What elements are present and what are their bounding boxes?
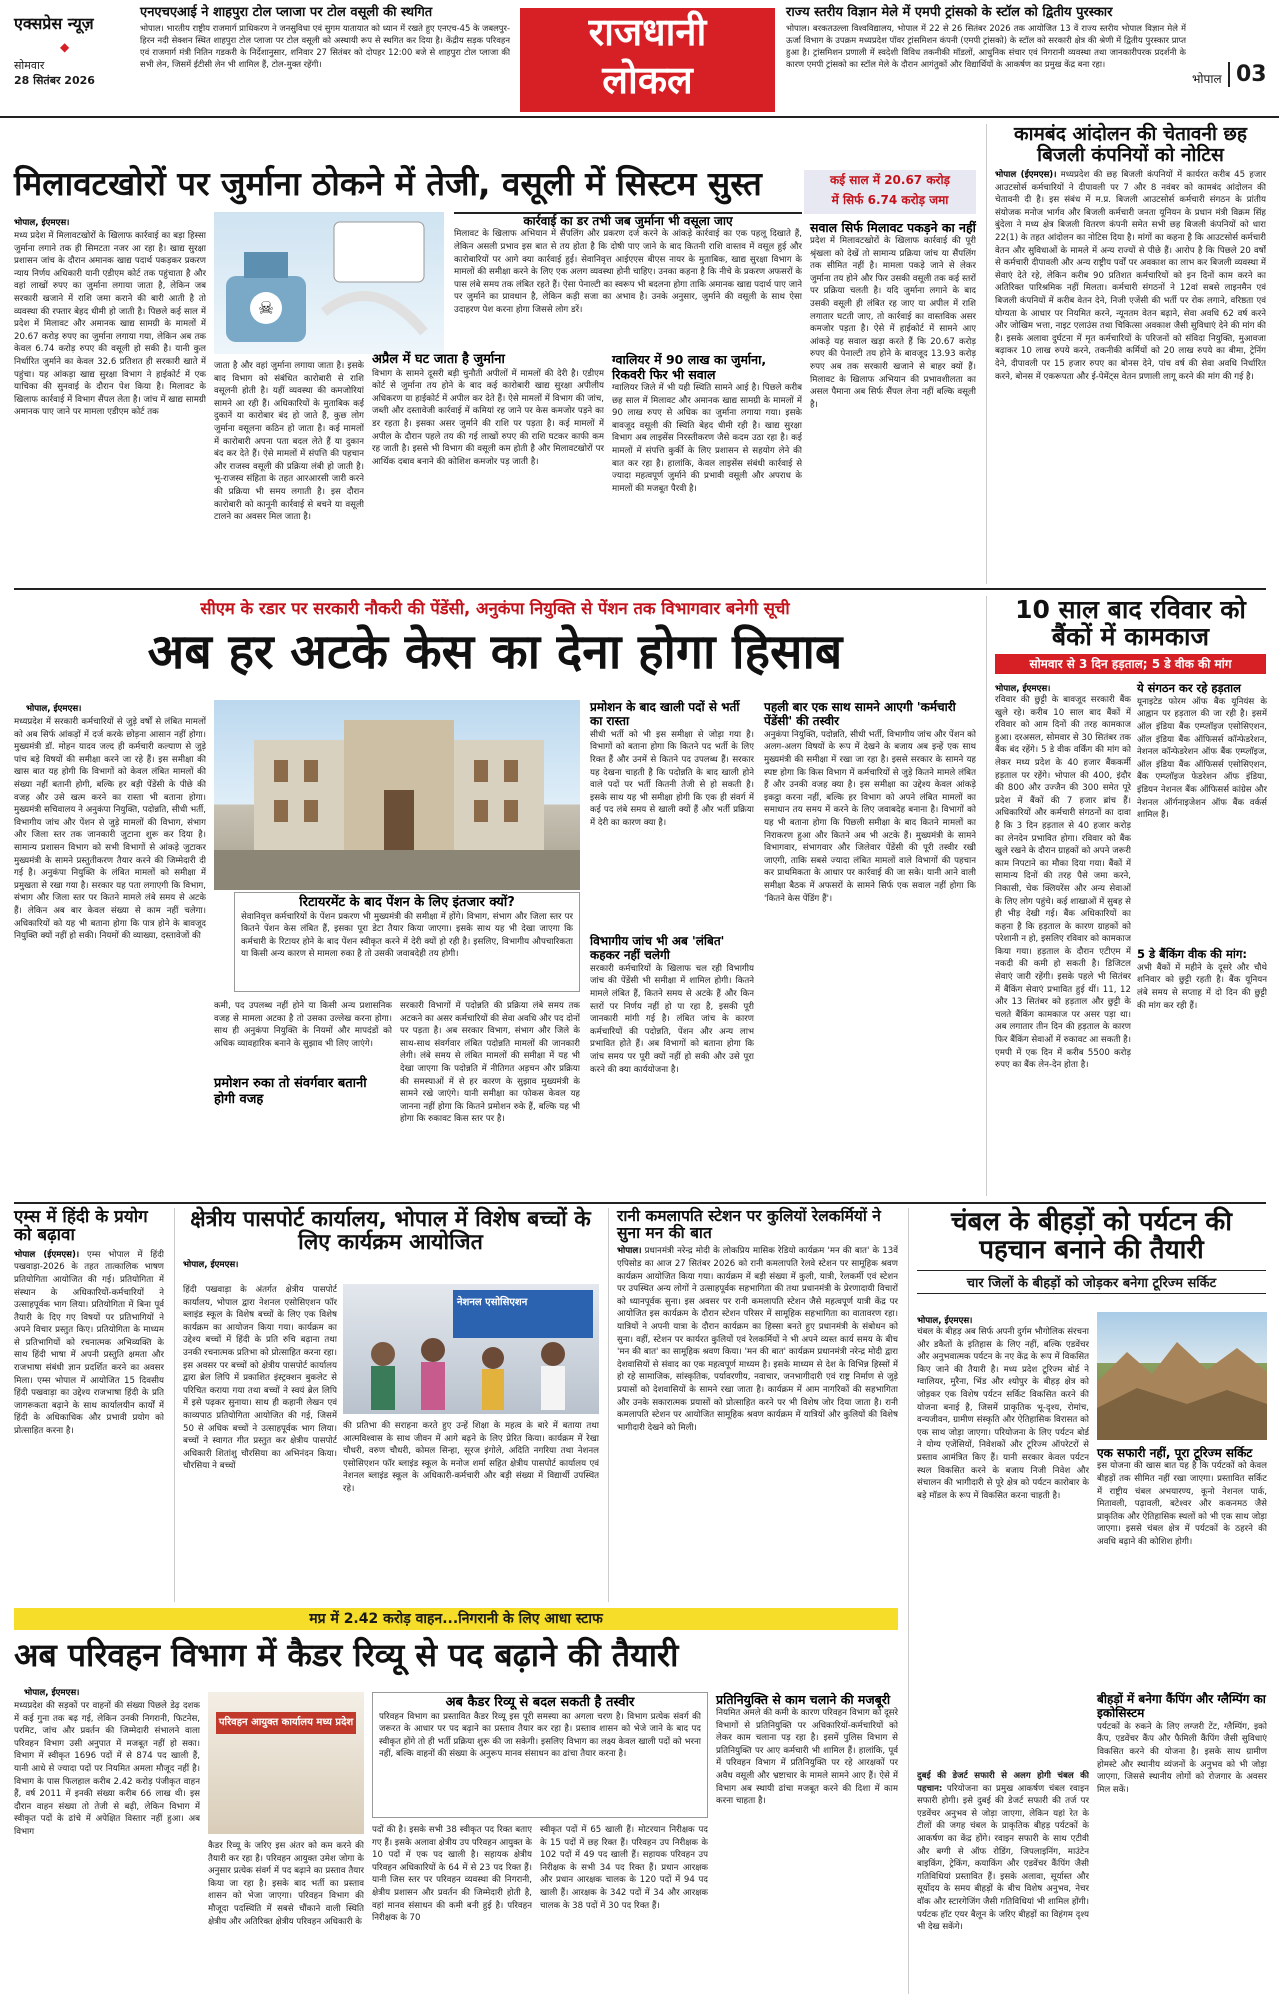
passport-story [174, 1208, 598, 1602]
masthead-date: 28 सितंबर 2026 [14, 74, 95, 87]
masthead [0, 0, 1279, 118]
inquiry-body: सरकारी कर्मचारियों के खिलाफ चल रही विभागीय जांच की पेंडेंसी भी समीक्षा में शामिल होगी। कितने मामले लंबित हैं, कितने समय से अटके हैं और किन स्तरों पर निर्णय नहीं हो पा रहा है, इसकी पूरी जानकारी मांगी गई है। लंबित जांच के कारण कर्मचारियों की पदोन्नति, पेंशन और अन्य लाभ प्रभावित होते हैं। अब विभागों को बताना होगा कि जांच समय पर पूरी क्यों नहीं हो सकी और उसे पूरा करने की क्या कार्ययोजना है। [590, 963, 754, 1075]
hindi-story [14, 1208, 164, 1602]
penalty-line1: कई साल में 20.67 करोड़ [830, 173, 950, 187]
top-left-story [140, 6, 510, 114]
transport-photo-sign: परिवहन आयुक्त कार्यालय मध्य प्रदेश [216, 1712, 356, 1734]
milawat-headline: मिलावटखोरों पर जुर्माना ठोकने में तेजी, वसूली में सिस्टम सुस्त [14, 164, 762, 203]
kaambandh-body [995, 169, 1266, 565]
svg-text:☠: ☠ [258, 298, 275, 319]
page-number: 03 [1228, 62, 1267, 87]
april-body: विभाग के सामने दूसरी बड़ी चुनौती अपीलों में मामलों की देरी है। एडीएम कोर्ट से जुर्माना तय होने के बाद कई कारोबारी खाद्य सुरक्षा अपीलीय अधिकरण या हाईकोर्ट में अपील कर देते हैं। ऐसे मामलों में विभाग की जांच, जब्ती और दस्तावेजी कार्रवाई में कमियां रह जाने पर केस कमजोर पड़ने का डर रहता है। इसका असर जुर्माने की राशि पर पड़ता है। कई मामलों में अपील के दौरान पहले तय की गई लाखों रुपए की राशि घटकर काफी कम रह जाती है। इससे भी विभाग की वसूली कम होती है और मिलावटखोरों पर आर्थिक दबाव बनाने की कोशिश कमजोर पड़ जाती है। [372, 368, 604, 467]
government-building-illustration [214, 700, 580, 890]
page-city: भोपाल [1192, 72, 1222, 86]
passport-photo [343, 1284, 599, 1414]
gwalior-body: ग्वालियर जिले में भी यही स्थिति सामने आई है। पिछले करीब छह साल में मिलावट और अमानक खाद्य सामग्री के मामलों में 90 लाख रुपए से अधिक का जुर्माना लगाया गया। इसके बावजूद वसूली की स्थिति बेहद धीमी रही है। खाद्य सुरक्षा विभाग अब लाइसेंस निरस्तीकरण जैसे कदम उठा रहा है। कई मामलों में संपत्ति कुर्की के लिए प्रशासन से सहयोग लेने की बात कर रहा है। हालांकि, केवल लाइसेंस संबंधी कार्रवाई से ज्यादा महत्वपूर्ण जुर्माने की प्रभावी वसूली और अपराध के मामलों की मजबूत पैरवी है। [612, 383, 802, 494]
milawat-byline: भोपाल, ईएमएस। [14, 218, 70, 228]
chambal-dubai [917, 1770, 1089, 1992]
retire-box [234, 892, 580, 992]
safari-title: एक सफारी नहीं, पूरा टूरिज्म सर्किट [1097, 1446, 1253, 1460]
chambal-photo [1097, 1312, 1267, 1440]
main-kicker: सीएम के रडार पर सरकारी नौकरी की पेंडेंसी, अनुकंपा नियुक्ति से पेंशन तक विभागवार बनेगी सूची [200, 599, 790, 618]
main-mid-body: कमी, पद उपलब्ध नहीं होने या किसी अन्य प्रशासनिक वजह से मामला अटका है तो उसका उल्लेख करना होगा। साथ ही अनुकंपा नियुक्ति के नियमों और मापदंडों को अधिक व्यावहारिक बनाने के सुझाव भी लिए जाएंगे। [214, 1001, 392, 1049]
gwalior-title: ग्वालियर में 90 लाख का जुर्माना, रिकवरी फिर भी सवाल [612, 352, 767, 382]
union-body: यूनाइटेड फोरम ऑफ बैंक यूनियंस के आह्वान पर हड़ताल की जा रही है। इसमें ऑल इंडिया बैंक एम्प्लॉइज एसोसिएशन, ऑल इंडिया बैंक ऑफिसर्स कॉन्फेडरेशन, नेशनल कॉन्फेडरेशन ऑफ बैंक एम्प्लॉइज, ऑल इंडिया बैंक ऑफिसर्स एसोसिएशन, बैंक एम्प्लॉइज फेडरेशन ऑफ इंडिया, इंडियन नेशनल बैंक ऑफिसर्स कांग्रेस और नेशनल ऑर्गनाइजेशन ऑफ बैंक वर्कर्स शामिल हैं। [1137, 696, 1267, 821]
union-box [1137, 682, 1267, 942]
vacancy-body: सीधी भर्ती को भी इस समीक्षा से जोड़ा गया है। विभागों को बताना होगा कि कितने पद भर्ती के लिए रिक्त हैं और उनमें से कितने पद उपलब्ध हैं। सरकार यह देखना चाहती है कि पदोन्नति के बाद खाली होने वाले पदों पर भर्ती कितनी तेजी से हो सकती है। इसके साथ यह भी समीक्षा होगी कि एक ही संवर्ग में कई पद लंबे समय से खाली क्यों हैं और भर्ती प्रक्रिया में देरी का कारण क्या है। [590, 729, 754, 828]
camp-title: बीहड़ों में बनेगा कैंपिंग और ग्लैम्पिंग का इकोसिस्टम [1097, 1692, 1266, 1721]
action-title: कार्रवाई का डर तभी जब जुर्माना भी वसूला जाए [523, 214, 733, 228]
cadre-box [372, 1692, 708, 1818]
kaambandh-byline: भोपाल (ईएमएस)। [995, 170, 1057, 181]
rail-headline: रानी कमलापति स्टेशन पर कुलियों रेलकर्मियों ने सुना मन की बात [617, 1207, 881, 1242]
chambal-left-column [917, 1314, 1089, 1994]
kaambandh-text: मध्यप्रदेश की छह बिजली कंपनियों में कार्यरत करीब 45 हजार आउटसोर्स कर्मचारियों ने दीपावली पर 7 और 8 नवंबर को कामबंद आंदोलन की चेतावनी दी है। इस संबंध में म.प्र. बिजली आउटसोर्स कर्मचारी संगठन के प्रांतीय संयोजक मनोज भार्गव और बिजली कर्मचारी जनता यूनियन के प्रधान मंत्री विक्रम सिंह बुंदेला ने मध्य क्षेत्र बिजली वितरण कंपनी समेत सभी छह बिजली कंपनियों को धारा 22(1) के तहत आंदोलन का नोटिस दिया है। मांगों का कहना है कि आउटसोर्स कर्मचारी वेतन और सुविधाओं के मामले में अन्य राज्यों से पीछे हैं। आरोप है कि पिछले 20 वर्षों से कर्मचारी दीपावली और अन्य राष्ट्रीय पर्वों पर अवकाश का लाभ कर बिजली व्यवस्था में सेवाएं देते रहे, लेकिन करीब 90 प्रतिशत कर्मचारियों को इन दिनों काम करने का अतिरिक्त पारिश्रमिक नहीं मिलता। कर्मचारी संगठनों ने 12वां सबसे लाइनमैन एवं बिजली कंपनियों में करीब वेतन देने, निजी एजेंसी की भर्ती पर रोक लगाने, वरिष्ठता एवं योग्यता के आधार पर नियमित करने, न्यूनतम वेतन बढ़ाने, सेवा अवधि 62 वर्ष करने और जोखिम भत्ता, नाइट एलाउंस तथा चिकित्सा अवकाश जैसी सुविधाएं देने की मांग की है। इसके अलावा दुर्घटना में मृत कर्मचारियों के परिजनों को संविदा नियुक्ति, मुआवजा बढ़ाकर 10 लाख रुपये करने, तकनीकी कर्मियों को 20 लाख रुपये का बीमा, ट्रेनिंग देने, दीपावली पर 15 हजार रुपए का बोनस देने, पांच वर्ष की सेवा अवधि निर्धारित करने, बोनस में एकरूपता और ई-पेमेंट्स वेतन प्रणाली लागू करने की मांग की गई है। [995, 170, 1266, 382]
transport-body: मध्यप्रदेश की सड़कों पर वाहनों की संख्या पिछले डेढ़ दशक में कई गुना तक बढ़ गई, लेकिन उनकी निगरानी, फिटनेस, परमिट, जांच और प्रवर्तन की जिम्मेदारी संभालने वाला परिवहन विभाग उसी अनुपात में मजबूत नहीं हो सका। विभाग में स्वीकृत 1696 पदों में से 874 पद खाली हैं, यानी आधे से ज्यादा पदों पर नियमित अमला मौजूद नहीं है। विभाग के पास फिलहाल करीब 2.42 करोड़ पंजीकृत वाहन हैं, वर्ष 2011 में इनकी संख्या करीब 66 लाख थी। इस दौरान वाहन संख्या तो तेजी से बढ़ी, लेकिन विभाग में स्वीकृत पदों के ढांचे में अपेक्षित विस्तार नहीं हुआ। अब विभाग [14, 1701, 200, 1837]
transport-body-4: स्वीकृत पदों में 65 खाली हैं। मोटरयान निरीक्षक पद के 15 पदों में छह रिक्त हैं। परिवहन उप निरीक्षक के 102 पदों में 49 पद खाली हैं। सहायक परिवहन उप निरीक्षक के सभी 34 पद रिक्त हैं। प्रधान आरक्षक और प्रधान आरक्षक चालक के 120 पदों में 94 पद खाली हैं। आरक्षक के 342 पदों में 34 और आरक्षक चालक के 38 पदों में 30 पद रिक्त हैं। [540, 1825, 708, 1911]
first-box [764, 700, 976, 1196]
passport-headline: क्षेत्रीय पासपोर्ट कार्यालय, भोपाल में विशेष बच्चों के लिए कार्यक्रम आयोजित [190, 1207, 591, 1256]
cadre-title: अब कैडर रिव्यू से बदल सकती है तस्वीर [445, 1695, 635, 1710]
penalty-red-box [804, 170, 976, 214]
rail-body [617, 1245, 898, 1589]
bank-subhead: सोमवार से 3 दिन हड़ताल; 5 डे वीक की मांग [995, 654, 1266, 674]
section-title-line1: राजधानी [588, 10, 707, 54]
milawat-story [14, 124, 976, 584]
milawat-body-2: जाता है और वहां जुर्माना लगाया जाता है। इसके बाद विभाग को संबंधित कारोबारी से राशि वसूलनी होती है। यहीं व्यवस्था की कमजोरियां सामने आ रही हैं। अधिकारियों के मुताबिक कई दुकानें या कारोबार बंद हो जाते हैं, कुछ लोग जुर्माना वसूलना कठिन हो जाता है। कई मामलों में कारोबारी अपना पता बदल लेते हैं या दुकान बंद कर देते हैं। ऐसे मामलों में संपत्ति की पहचान और राजस्व वसूली की प्रक्रिया लंबी हो जाती है। भू-राजस्व संहिता के तहत आरआरसी जारी करने की प्रक्रिया भी समय लगाती है। इस दौरान कारोबारी को कानूनी कार्रवाई से बचने या वसूली टालने का अवसर मिल जाता है। [214, 361, 364, 523]
five-day-title: 5 डे बैंकिंग वीक की मांग: [1137, 947, 1247, 961]
cadre-body: परिवहन विभाग का प्रस्तावित कैडर रिव्यू इस पूरी समस्या का अगला चरण है। विभाग प्रत्येक संवर्ग की जरूरत के आधार पर पद बढ़ाने का प्रस्ताव तैयार कर रहा है। प्रस्ताव शासन को भेजे जाने के बाद पद स्वीकृत होंगे तो ही भर्ती प्रक्रिया शुरू की जा सकेगी। इसलिए विभाग का लक्ष्य केवल खाली पदों को भरना नहीं, बल्कि वाहनों की संख्या के अनुरूप मानव संसाधन का ढांचा तैयार करना है। [379, 1711, 701, 1760]
safari-box [1097, 1446, 1267, 1686]
passport-banner: नेशनल एसोसिएशन [453, 1290, 593, 1338]
top-right-story [786, 6, 1186, 114]
chambal-byline: भोपाल, ईएमएस। [917, 1316, 973, 1326]
bank-main-column [995, 682, 1131, 1196]
gwalior-box [612, 352, 802, 582]
divider-2 [14, 1202, 1266, 1204]
deputation-box [716, 1692, 898, 1996]
main-byline: भोपाल, ईएमएस। [26, 704, 82, 714]
promo-body-a [214, 1107, 392, 1187]
rail-story [608, 1208, 898, 1602]
section-title-box [520, 8, 775, 112]
passport-body: हिंदी पखवाड़ा के अंतर्गत क्षेत्रीय पासपोर्ट कार्यालय, भोपाल द्वारा नेशनल एसोसिएशन फॉर ब्लाइंड स्कूल के विशेष बच्चों के लिए एक विशेष कार्यक्रम का आयोजन किया गया। कार्यक्रम का उद्देश्य बच्चों में हिंदी के प्रति रुचि बढ़ाना तथा उनकी रचनात्मक प्रतिभा को प्रोत्साहित करना रहा। इस अवसर पर बच्चों को क्षेत्रीय पासपोर्ट कार्यालय द्वारा ब्रेल लिपि में प्रकाशित इंस्ट्रक्शन बुकलेट से परिचित कराया गया तथा बच्चों ने स्वयं ब्रेल लिपि में इसे पढ़कर सुनाया। साथ ही कहानी लेखन एवं काव्यपाठ प्रतियोगिता आयोजित की गई, जिसमें 50 से अधिक बच्चों ने उत्साहपूर्वक भाग लिया। बच्चों ने स्वागत गीत प्रस्तुत कर क्षेत्रीय पासपोर्ट अधिकारी शितांशु चौरसिया का अभिनंदन किया। चौरसिया ने बच्चों [183, 1285, 337, 1472]
hindi-text: एम्स भोपाल में हिंदी पखवाड़ा-2026 के तहत तात्कालिक भाषण प्रतियोगिता आयोजित की गई। प्रतियोगिता में संस्थान के अधिकारियों-कर्मचारियों ने उत्साहपूर्वक भाग लिया। प्रतियोगिता में बिना पूर्व तैयारी के दिए गए विषयों पर प्रतिभागियों ने अपने विचार प्रस्तुत किए। प्रतियोगिता के माध्यम से प्रतिभागियों को रचनात्मक अभिव्यक्ति के साथ हिंदी भाषा में अपनी प्रस्तुति क्षमता और राजभाषा संबंधी ज्ञान प्रदर्शित करने का अवसर मिला। एम्स भोपाल में आयोजित 15 दिवसीय हिंदी पखवाड़ा का उद्देश्य राजभाषा हिंदी के प्रति जागरूकता बढ़ाने के साथ कार्यालयीन कार्यों में हिंदी के अधिकाधिक और प्रभावी प्रयोग को प्रोत्साहित करना है। [14, 1249, 164, 1437]
kaambandh-headline: कामबंद आंदोलन की चेतावनी छह बिजली कंपनियों को नोटिस [1014, 123, 1247, 166]
transport-story [14, 1608, 898, 1996]
question-title: सवाल सिर्फ मिलावट पकड़ने का नहीं [810, 220, 976, 235]
poison-bottle-illustration [214, 212, 444, 354]
bank-body: रविवार की छुट्टी के बावजूद सरकारी बैंक खुले रहे। करीब 10 साल बाद बैंकों में रविवार को आम दिनों की तरह कामकाज हुआ। दरअसल, सोमवार से 30 सितंबर तक बैंक बंद रहेंगे। 5 डे वीक वर्किंग की मांग को लेकर मध्य प्रदेश के 40 हजार बैंककर्मी हड़ताल पर रहेंगे। भोपाल की 400, इंदौर की 800 और उज्जैन की 300 समेत पूरे प्रदेश में बैंकों की 7 हजार ब्रांच हैं। अधिकारियों और कर्मचारी संगठनों का दावा है कि 3 दिन हड़ताल से 40 हजार करोड़ का लेनदेन प्रभावित होगा। रविवार को बैंक खुले रखने के दौरान ग्राहकों को अपने जरूरी काम निपटाने का मौका दिया गया। बैंकों में सामान्य दिनों की तरह पैसे जमा करने, निकासी, चेक क्लियरेंस और अन्य सेवाओं के लिए लोग पहुंचे। कई शाखाओं में सुबह से ही भीड़ देखी गई। बैंक अधिकारियों का कहना है कि हड़ताल के कारण ग्राहकों को परेशानी न हो, इसलिए रविवार को कामकाज किया गया। हड़ताल के दौरान एटीएम में नकदी की कमी हो सकती है। डिजिटल सेवाएं जारी रहेंगी। इसके पहले भी सितंबर में बैंकिंग सेवाएं प्रभावित हुई थीं। 11, 12 और 13 सितंबर को हड़ताल और छुट्टी के चलते बैंकिंग कामकाज पर असर पड़ा था। अब लगातार तीन दिन की हड़ताल के कारण फिर बैंकिंग सेवाओं में रुकावट आ सकती है। एमपी में एक दिन में करीब 5500 करोड़ रुपए का बैंक लेन-देन होता है। [995, 695, 1131, 1071]
milawat-body: मध्य प्रदेश में मिलावटखोरों के खिलाफ कार्रवाई का बड़ा हिस्सा जुर्माना लगाने तक ही सिमटता नजर आ रहा है। खाद्य सुरक्षा प्रशासन जांच के दौरान अमानक खाद्य पदार्थ पकड़कर प्रकरण न्याय निर्णय अधिकारी यानी एडीएम कोर्ट तक पहुंचाता है और वहां लाखों रुपए का जुर्माना लगाया जाता है, लेकिन जब सरकारी खजाने में राशि जमा कराने की बारी आती है तो व्यवस्था की रफ्तार बेहद धीमी हो जाती है। पिछले कई साल में प्रदेश में मिलावट और अमानक खाद्य सामग्री के मामलों में 20.67 करोड़ रुपए का जुर्माना लगाया गया, लेकिन अब तक केवल 6.74 करोड़ रुपए की वसूली हो सकी है। यानी कुल निर्धारित जुर्माने का केवल 32.6 प्रतिशत ही सरकारी खाते में पहुंचा। यह आंकड़ा खाद्य सुरक्षा विभाग ने हाईकोर्ट में एक याचिका की सुनवाई के दौरान पेश किया है। मिलावट के खिलाफ कार्रवाई में विभाग सैंपल लेता है। जांच में खाद्य सामग्री अमानक पाए जाने पर मामला एडीएम कोर्ट तक [14, 231, 206, 418]
camp-box [1097, 1692, 1267, 1994]
top-left-headline: एनएचएआई ने शाहपुरा टोल प्लाजा पर टोल वसूली की स्थगित [140, 5, 433, 20]
hindi-body [14, 1249, 164, 1587]
april-box [372, 352, 604, 582]
action-box [454, 212, 802, 346]
main-story [14, 596, 976, 1196]
deputation-body: नियमित अमले की कमी के कारण परिवहन विभाग को दूसरे विभागों से प्रतिनियुक्ति पर अधिकारियों-कर्मचारियों को लेकर काम चलाना पड़ रहा है। इसमें पुलिस विभाग से प्रतिनियुक्ति पर आए कर्मचारी भी शामिल हैं। हालांकि, पूर्व में परिवहन विभाग में प्रतिनियुक्ति पर रहे आरक्षकों पर अवैध वसूली और भ्रष्टाचार के मामले सामने आए हैं। ऐसे में विभाग अब स्थायी ढांचा मजबूत करने की दिशा में काम करना चाहता है। [716, 1708, 898, 1807]
action-body: मिलावट के खिलाफ अभियान में सैंपलिंग और प्रकरण दर्ज करने के आंकड़े कार्रवाई का एक पहलू दिखाते हैं, लेकिन असली प्रभाव इस बात से तय होता है कि दोषी पाए जाने के बाद कितनी राशि वास्तव में वसूल हुई और कारोबारियों पर आगे क्या कार्रवाई हुई। सेवानिवृत्त आईएएस बीएस नायर के मुताबिक, खाद्य सुरक्षा विभाग के मामलों की समीक्षा करने के लिए एक अलग व्यवस्था होनी चाहिए। उनका कहना है कि नीचे के प्रकरण अफसरों के पास लंबे समय तक लंबित रहते हैं। ऐसा पेनाल्टी का स्वरूप भी बदलना होगा ताकि अमानक खाद्य पदार्थ पाए जाने पर जुर्माने का प्रावधान है, लेकिन कड़ी सजा का अभाव है। उनके अनुसार, जुर्माने की वसूली के साथ ऐसा उदाहरण पेश करना होगा जिससे लोग डरें। [454, 229, 802, 315]
penalty-line2: में सिर्फ 6.74 करोड़ जमा [831, 193, 949, 207]
inquiry-title: विभागीय जांच भी अब 'लंबित' कहकर नहीं चलेगी [590, 934, 725, 963]
passport-byline: भोपाल, ईएमएस। [183, 1260, 239, 1271]
first-body: अनुकंपा नियुक्ति, पदोन्नति, सीधी भर्ती, विभागीय जांच और पेंशन को अलग-अलग विषयों के रूप में देखने के बजाय अब इन्हें एक साथ मुख्यमंत्री की समीक्षा में रखा जा रहा है। इससे सरकार के सामने यह स्पष्ट होगा कि किस विभाग में कर्मचारियों से जुड़े कितने मामले लंबित हैं और उनकी वजह क्या है। इस समीक्षा का उद्देश्य केवल आंकड़े इकट्ठा करना नहीं, बल्कि हर विभाग को अपने लंबित मामलों का समाधान तय समय में करने के लिए जवाबदेह बनाना है। विभागों को यह भी बताना होगा कि पिछली समीक्षा के बाद कितने मामलों का निराकरण हुआ और कितने अब भी अटके हैं। मुख्यमंत्री के सामने विभागवार, संभागवार और जिलेवार पेंडेंसी की पूरी तस्वीर रखी जाएगी, ताकि सबसे ज्यादा लंबित मामलों वाले विभागों की पहचान कर प्राथमिकता के आधार पर कार्रवाई की जा सके। यानी आने वाली समीक्षा बैठक में अफसरों के सामने सिर्फ एक सवाल नहीं होगा कि 'कितने केस पेंडिंग हैं'। [764, 729, 976, 904]
april-title: अप्रैल में घट जाता है जुर्माना [372, 352, 505, 367]
promo-title: प्रमोशन रुका तो संवर्गवार बतानी होगी वजह [214, 1076, 367, 1107]
chambal-body: चंबल के बीहड़ अब सिर्फ अपनी दुर्गम भौगोलिक संरचना और डकैतों के इतिहास के लिए नहीं, बल्कि एडवेंचर और अनुभवात्मक पर्यटन के नए केंद्र के रूप में विकसित किए जाने की तैयारी है। मध्य प्रदेश टूरिज्म बोर्ड ने ग्वालियर, मुरैना, भिंड और श्योपुर के बीहड़ क्षेत्र को जोड़कर एक विशेष पर्यटन सर्किट विकसित करने की योजना बनाई है, जिसमें प्राकृतिक भू-दृश्य, रोमांच, वन्यजीवन, ग्रामीण संस्कृति और ऐतिहासिक विरासत को एक साथ जोड़ा जाएगा। परियोजना के लिए पर्यटन बोर्ड ने योग्य एजेंसियों, निवेशकों और टूरिज्म ऑपरेटरों से प्रस्ताव आमंत्रित किए हैं। यानी सरकार केवल पर्यटन स्थल विकसित करने के बजाय निजी निवेश और संचालन की भागीदारी से पूरे क्षेत्र को पर्यटन कारोबार के बड़े मॉडल के रूप में विकसित करना चाहती है। [917, 1327, 1089, 1501]
chambal-headline: चंबल के बीहड़ों को पर्यटन की पहचान बनाने की तैयारी [950, 1207, 1233, 1266]
hindi-byline: भोपाल (ईएमएस)। [14, 1249, 80, 1260]
brand-block [14, 12, 129, 108]
masthead-day: सोमवार [14, 59, 45, 72]
chambal-dubai-body: परियोजना का प्रमुख आकर्षण चंबल रवाइन सफारी होगी। इसे दुबई की डेजर्ट सफारी की तर्ज पर एडवेंचर अनुभव से जोड़ा जाएगा, लेकिन यहां रेत के टीलों की जगह चंबल के प्राकृतिक बीहड़ पर्यटकों के आकर्षण का केंद्र होंगे। रवाइन सफारी के साथ एटीवी और बग्गी से ऑफ रोडिंग, जिपलाइनिंग, माउंटेन बाइकिंग, ट्रेकिंग, कयाकिंग और एडवेंचर कैंपिंग जैसी गतिविधियां प्रस्तावित हैं। इसके अलावा, सूर्यास्त और सूर्योदय के समय बीहड़ों के बीच विशेष अनुभव, नेचर वॉक और स्टारगेजिंग जैसी गतिविधियां भी शामिल होंगी। पर्यटक हॉट एयर बैलून के जरिए बीहड़ों का विहंगम दृश्य भी देख सकेंगे। [917, 1783, 1089, 1933]
bank-story [986, 596, 1266, 1196]
section-title-line2: लोकल [602, 58, 693, 102]
milawat-illustration [214, 212, 444, 354]
inquiry-box [590, 934, 754, 1196]
divider-1 [14, 588, 1266, 590]
five-day-box [1137, 948, 1267, 1196]
chambal-story [908, 1208, 1266, 1994]
camp-body: पर्यटकों के रुकने के लिए लग्जरी टेंट, ग्लैम्पिंग, इको कैंप, एडवेंचर कैंप और फैमिली कैंपिंग जैसी सुविधाएं विकसित करने की योजना है। इसके साथ ग्रामीण होमस्टे और स्थानीय व्यंजनों के अनुभव को भी जोड़ा जाएगा, जिससे स्थानीय लोगों को रोजगार के अवसर मिल सकें। [1097, 1721, 1267, 1795]
five-day-body: अभी बैंकों में महीने के दूसरे और चौथे शनिवार को छुट्टी रहती है। बैंक यूनियन लंबे समय से सप्ताह में दो दिन की छुट्टी की मांग कर रही हैं। [1137, 962, 1267, 1011]
safari-body: इस योजना की खास बात यह है कि पर्यटकों को केवल बीहड़ों तक सीमित नहीं रखा जाएगा। प्रस्तावित सर्किट में राष्ट्रीय चंबल अभयारण्य, कूनो नेशनल पार्क, मितावली, पढ़ावली, बटेश्वर और ककनमठ जैसे प्राकृतिक और ऐतिहासिक स्थलों को भी एक साथ जोड़ा जाएगा। इससे चंबल क्षेत्र में पर्यटकों के ठहरने की अवधि बढ़ाने की कोशिश होगी। [1097, 1461, 1267, 1547]
bank-headline: 10 साल बाद रविवार को बैंकों में कामकाज [1015, 595, 1246, 651]
brand-name: एक्सप्रेस न्यूज़ [14, 14, 94, 33]
promo-body: सरकारी विभागों में पदोन्नति की प्रक्रिया लंबे समय तक अटकने का असर कर्मचारियों की सेवा अवधि और पद दोनों पर पड़ता है। अब सरकार विभाग, संभाग और जिले के साथ-साथ संवर्गवार लंबित पदोन्नति मामलों की जानकारी लेगी। लंबे समय से लंबित मामलों की समीक्षा में यह भी देखा जाएगा कि पदोन्नति में नीतिगत अड़चन और प्रक्रिया की समस्याओं में से हर कारण के सुझाव मुख्यमंत्री के सामने रखे जाएंगे। यानी समीक्षा का फोकस केवल यह जानना नहीं होगा कि कितने प्रमोशन रुके हैं, बल्कि यह भी होगा कि रुकावट किस स्तर पर है। [400, 1001, 580, 1125]
top-right-headline: राज्य स्तरीय विज्ञान मेले में एमपी ट्रांसको के स्टॉल को द्वितीय पुरस्कार [786, 5, 1113, 20]
transport-byline: भोपाल, ईएमएस। [24, 1688, 80, 1698]
union-title: ये संगठन कर रहे हड़ताल [1137, 681, 1241, 695]
transport-body-3: पदों की है। इसके सभी 38 स्वीकृत पद रिक्त बताए गए हैं। इसके अलावा क्षेत्रीय उप परिवहन आयुक्त के 10 पदों में एक पद खाली है। सहायक क्षेत्रीय परिवहन अधिकारियों के 64 में से 23 पद रिक्त हैं। यानी जिस स्तर पर परिवहन व्यवस्था की निगरानी, क्षेत्रीय प्रशासन और प्रवर्तन की जिम्मेदारी होती है, वहां मानव संसाधन की कमी बनी हुई है। परिवहन निरीक्षक के 70 [372, 1825, 532, 1924]
main-body: मध्यप्रदेश में सरकारी कर्मचारियों से जुड़े वर्षों से लंबित मामलों को अब सिर्फ आंकड़ों में दर्ज करके छोड़ना आसान नहीं होगा। मुख्यमंत्री डॉ. मोहन यादव जल्द ही कर्मचारी कल्याण से जुड़े पांच बड़े विषयों की समीक्षा करने जा रहे हैं। इस समीक्षा की खास बात यह होगी कि विभागों को केवल लंबित मामलों की संख्या नहीं बतानी होगी, बल्कि हर बड़ी पेंडेंसी के पीछे की वजह और उसे खत्म करने का रास्ता भी बताना होगा। मुख्यमंत्री सचिवालय ने अनुकंपा नियुक्ति, पदोन्नति, सीधी भर्ती, विभागीय जांच और पेंशन से जुड़े मामलों की विभाग, संभाग और जिला स्तर तक जानकारी जुटाना शुरू कर दिया है। सामान्य प्रशासन विभाग को सभी विभागों से आंकड़े जुटाकर मुख्यमंत्री के सामने प्रस्तुतीकरण तैयार करने की जिम्मेदारी दी गई है। अनुकंपा नियुक्ति के लंबित मामलों को समीक्षा में प्रमुखता से रखा गया है। सरकार यह पता लगाएगी कि विभाग, संभाग और जिला स्तर पर कितने मामले लंबे समय से अटके हैं। लेकिन अब बार केवल संख्या से काम नहीं चलेगा। अधिकारियों को यह भी बताना होगा कि पात्र होने के बावजूद नियुक्ति क्यों नहीं हो सकी। नियमों की व्याख्या, दस्तावेजों की [14, 717, 206, 942]
brand-diamond-icon: ◆ [60, 40, 70, 54]
chambal-dubai-title: दुबई की डेजर्ट सफारी से अलग होगी चंबल की पहचान: [917, 1771, 1089, 1794]
bank-byline: भोपाल, ईएमएस। [995, 684, 1051, 694]
transport-photo [208, 1692, 364, 1834]
vacancy-title: प्रमोशन के बाद खाली पदों से भर्ती का रास्ता [590, 700, 740, 729]
rail-text: प्रधानमंत्री नरेन्द्र मोदी के लोकप्रिय मासिक रेडियो कार्यक्रम 'मन की बात' के 13वें एपिसोड का आज 27 सितंबर 2026 को रानी कमलापति रेलवे स्टेशन पर सामूहिक श्रवण कार्यक्रम आयोजित किया गया। कार्यक्रम में बड़ी संख्या में कुली, यात्री, रेलकर्मी एवं स्टेशन पर उपस्थित अन्य लोगों ने उत्साहपूर्वक सहभागिता की तथा प्रधानमंत्री के प्रेरणादायी विचारों को ध्यानपूर्वक सुना। इस अवसर पर रानी कमलापति स्टेशन जैसे महत्वपूर्ण यात्री केंद्र पर आयोजित इस कार्यक्रम के दौरान स्टेशन परिसर में सामूहिक सहभागिता का वातावरण रहा। यात्रियों ने अपनी यात्रा के दौरान कार्यक्रम का हिस्सा बनते हुए प्रधानमंत्री के संबोधन को सुना। वहीं, स्टेशन पर कार्यरत कुलियों एवं रेलकर्मियों ने भी अपने व्यस्त कार्य समय के बीच 'मन की बात' का सामूहिक श्रवण किया। 'मन की बात' कार्यक्रम प्रधानमंत्री नरेन्द्र मोदी द्वारा देशवासियों से संवाद का एक महत्वपूर्ण माध्यम है। इसके माध्यम से देश के विभिन्न हिस्सों में हो रहे सामाजिक, सांस्कृतिक, पर्यावरणीय, नवाचार, जनभागीदारी एवं राष्ट्र निर्माण से जुड़े प्रयासों को देशवासियों के सामने रखा जाता है। कार्यक्रम में आम नागरिकों की सहभागिता और उनके सकारात्मक प्रयासों को प्रोत्साहित करने पर भी विशेष जोर दिया जाता है। रानी कमलापति स्टेशन पर आयोजित सामूहिक श्रवण कार्यक्रम में यात्रियों और कुलियों की विशेष भागीदारी देखने को मिली। [617, 1246, 898, 1433]
first-title: पहली बार एक साथ सामने आएगी 'कर्मचारी पेंडेंसी' की तस्वीर [764, 700, 956, 729]
ravine-illustration [1097, 1312, 1267, 1440]
transport-headline: अब परिवहन विभाग में कैडर रिव्यू से पद बढ़ाने की तैयारी [14, 1636, 679, 1674]
deputation-title: प्रतिनियुक्ति से काम चलाने की मजबूरी [716, 1692, 891, 1707]
passport-body-2: की प्रतिभा की सराहना करते हुए उन्हें शिक्षा के महत्व के बारे में बताया तथा आत्मविश्वास के साथ जीवन में आगे बढ़ने के लिए प्रेरित किया। कार्यक्रम में रेखा चौधरी, वरुण चौधरी, कोमल सिन्हा, सूरज इंगोले, अदिति नगरिया तथा नेशनल एसोसिएशन फॉर ब्लाइंड स्कूल के मनोज शर्मा सहित क्षेत्रीय पासपोर्ट कार्यालय एवं नेशनल ब्लाइंड स्कूल के अधिकारी-कर्मचारी और बड़ी संख्या में विद्यार्थी उपस्थित रहे। [343, 1421, 599, 1494]
rail-byline: भोपाल। [617, 1246, 642, 1257]
main-photo [214, 700, 580, 890]
top-left-body: भोपाल। भारतीय राष्ट्रीय राजमार्ग प्राधिकरण ने जनसुविधा एवं सुगम यातायात को ध्यान में रखते हुए एनएच-45 के जबलपुर-हिरन नदी सेक्शन स्थित शाहपुरा टोल प्लाजा पर टोल वसूली को अस्थायी रूप से स्थगित कर दिया है। केंद्रीय सड़क परिवहन एवं राजमार्ग मंत्री नितिन गडकरी के निर्देशानुसार, शनिवार 27 सितंबर को दोपहर 12:00 बजे से शाहपुरा टोल प्लाजा की सभी लेन, जिसमें ईटीसी लेन भी शामिल हैं, टोल-मुक्त रहेंगी। [140, 23, 510, 70]
hindi-headline: एम्स में हिंदी के प्रयोग को बढ़ावा [14, 1207, 148, 1246]
retire-title: रिटायरमेंट के बाद पेंशन के लिए इंतजार क्यों? [299, 895, 515, 910]
vacancy-box [590, 700, 754, 932]
retire-body: सेवानिवृत्त कर्मचारियों के पेंशन प्रकरण भी मुख्यमंत्री की समीक्षा में होंगे। विभाग, संभाग और जिला स्तर पर कितने पेंशन केस लंबित हैं, इसका पूरा डेटा तैयार किया जाएगा। इसके साथ यह भी देखा जाएगा कि कर्मचारी के रिटायर होने के बाद पेंशन स्वीकृत करने में देरी क्यों हो रही है। इसलिए, विभागीय औपचारिकता या किसी अन्य कारण से मामला रुका है तो उसकी जवाबदेही तय होगी। [241, 911, 573, 960]
chambal-subhead: चार जिलों के बीहड़ों को जोड़कर बनेगा टूरिज्म सर्किट [917, 1270, 1266, 1294]
question-body: प्रदेश में मिलावटखोरों के खिलाफ कार्रवाई की पूरी श्रृंखला को देखें तो सामान्य प्रक्रिया जांच या सैंपलिंग तक सीमित नहीं है। मामला पकड़े जाने से लेकर जुर्माना तय होने और फिर उसकी वसूली तक कई स्तरों पर प्रक्रिया चलती है। यदि जुर्माना लगाने के बाद उसकी वसूली ही लंबित रह जाए या अपील में राशि लगातार घटती जाए, तो कार्रवाई का वास्तविक असर कमजोर पड़ता है। ऐसे में हाईकोर्ट में सामने आए आंकड़े यह सवाल खड़ा करते हैं कि 20.67 करोड़ रुपए की पेनाल्टी तय होने के बावजूद 13.93 करोड़ रुपए अब तक सरकारी खजाने से बाहर क्यों हैं। मिलावट के खिलाफ अभियान की प्रभावशीलता का असल पैमाना अब सिर्फ सैंपल लेना नहीं बल्कि वसूली है। [810, 236, 976, 410]
main-headline: अब हर अटके केस का देना होगा हिसाब [147, 624, 843, 680]
top-right-body: भोपाल। बरकतउल्ला विश्वविद्यालय, भोपाल में 22 से 26 सितंबर 2026 तक आयोजित 13 वें राज्य स्तरीय भोपाल विज्ञान मेले में ऊर्जा विभाग के उपक्रम मध्यप्रदेश पॉवर ट्रांसमिशन कंपनी (एमपी ट्रांसको) के स्टॉल को सरकारी क्षेत्र की श्रेणी में द्वितीय पुरस्कार प्राप्त हुआ है। ट्रांसमिशन प्रणाली में स्वदेशी विविध तकनीकी मॉडलों, आधुनिक संचार एवं निगरानी व्यवस्था तथा जानकारीपरक प्रदर्शनी के कारण एमपी ट्रांसको का स्टॉल मेले के दौरान आगंतुकों और विद्यार्थियों के आकर्षण का प्रमुख केंद्र बना रहा। [786, 23, 1186, 70]
transport-body-2: कैडर रिव्यू के जरिए इस अंतर को कम करने की तैयारी कर रहा है। परिवहन आयुक्त उमेश जोगा के अनुसार प्रत्येक संवर्ग में पद बढ़ाने का प्रस्ताव तैयार किया जा रहा है। इसके बाद भर्ती का प्रस्ताव शासन को भेजा जाएगा। परिवहन विभाग की मौजूदा पदस्थिति में सबसे चौंकाने वाली स्थिति क्षेत्रीय और अतिरिक्त क्षेत्रीय परिवहन अधिकारी के [208, 1841, 364, 1927]
kaambandh-story [986, 124, 1266, 584]
transport-kicker: मप्र में 2.42 करोड़ वाहन...निगरानी के लिए आधा स्टाफ [14, 1608, 898, 1630]
question-box [810, 220, 976, 582]
promo-box [214, 1076, 392, 1196]
